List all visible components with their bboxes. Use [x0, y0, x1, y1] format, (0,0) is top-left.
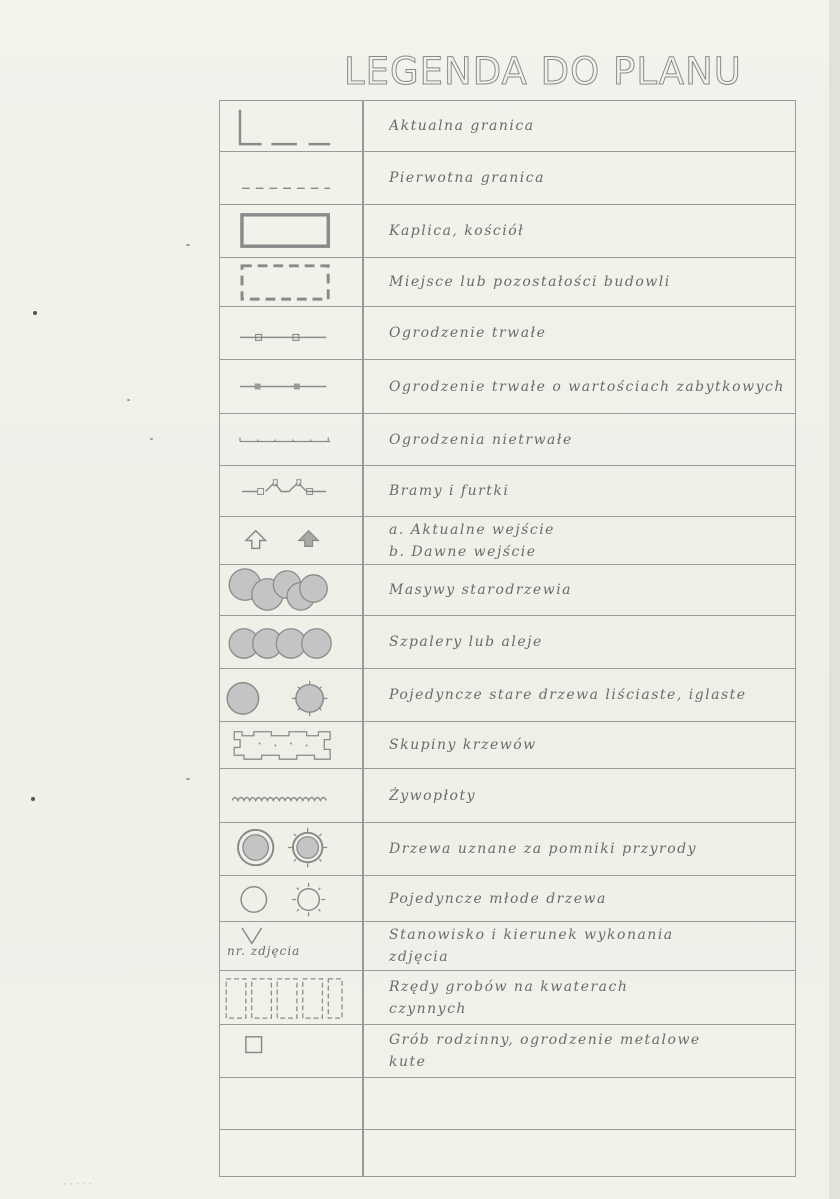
- photo-number-label: nr. zdjęcia: [227, 944, 301, 958]
- legend-row: [219, 971, 796, 1025]
- aktualna-granica-icon: [219, 100, 362, 151]
- legend-row: [219, 414, 796, 466]
- legend-description: Masywy starodrzewia: [389, 582, 573, 598]
- legend-description: Bramy i furtki: [389, 483, 510, 499]
- speck-2: [31, 797, 35, 801]
- grob-rodzinny-icon: [219, 1025, 362, 1077]
- legend-row: [219, 466, 796, 517]
- legend-description: Żywopłoty: [389, 787, 477, 804]
- legend-row: [219, 205, 796, 258]
- legend-description: Ogrodzenie trwałe: [389, 325, 547, 341]
- legend-row: [219, 722, 796, 769]
- stanowisko-zdjecia-icon: [219, 922, 362, 970]
- bramy-furtki-icon: [219, 466, 362, 516]
- legend-description: a. Aktualne wejście b. Dawne wejście: [389, 521, 555, 560]
- kaplica-icon: [219, 205, 362, 257]
- speck-4: [186, 778, 190, 780]
- pozostalosci-budowli-icon: [219, 258, 362, 306]
- legend-row: [219, 769, 796, 823]
- legend-row: [219, 307, 796, 360]
- speck-5: [127, 399, 130, 401]
- legend-description: Pojedyncze młode drzewa: [389, 890, 607, 907]
- pierwotna-granica-icon: [219, 152, 362, 204]
- legend-row: [219, 517, 796, 565]
- legend-row: [219, 876, 796, 922]
- legend-description: Kaplica, kościół: [389, 223, 525, 239]
- rzedy-grobow-icon: [219, 971, 362, 1024]
- legend-description: Rzędy grobów na kwaterach czynnych: [389, 978, 629, 1017]
- zywoploty-icon: [219, 769, 362, 822]
- legend-description: Ogrodzenia nietrwałe: [389, 431, 573, 448]
- mlode-drzewa-icon: [219, 876, 362, 921]
- legend-row: [219, 669, 796, 722]
- ogrodzenie-nietrwale-icon: [219, 414, 362, 465]
- legend-row: [219, 616, 796, 669]
- legend-title: LEGENDA DO PLANU: [344, 50, 742, 93]
- legend-row: [219, 152, 796, 205]
- legend-row-empty: [219, 1130, 796, 1177]
- pojedyncze-stare-drzewa-icon: [219, 669, 362, 721]
- legend-description: Grób rodzinny, ogrodzenie metalowe kute: [389, 1032, 701, 1070]
- legend-description: Stanowisko i kierunek wykonania zdjęcia: [389, 927, 674, 965]
- legend-row: [219, 1025, 796, 1078]
- wejscie-arrows-icon: [219, 517, 362, 564]
- legend-description: Pojedyncze stare drzewa liściaste, iglaste: [389, 687, 747, 703]
- skupiny-krzewow-icon: [219, 722, 362, 768]
- legend-row: [219, 922, 796, 971]
- speck-3: [186, 244, 190, 246]
- masywy-icon: [219, 565, 362, 615]
- pomniki-przyrody-icon: [219, 823, 362, 875]
- legend-row: [219, 100, 796, 152]
- legend-description: Ogrodzenie trwałe o wartościach zabytkowych: [389, 378, 785, 395]
- legend-row: [219, 258, 796, 307]
- legend-description: Szpalery lub aleje: [389, 634, 543, 650]
- speck-1: [33, 311, 37, 315]
- paper-edge: [829, 0, 840, 1199]
- szpalery-icon: [219, 616, 362, 668]
- legend-description: Miejsce lub pozostałości budowli: [389, 274, 671, 290]
- legend-row: [219, 360, 796, 414]
- legend-description: Pierwotna granica: [389, 170, 545, 186]
- legend-description: Drzewa uznane za pomniki przyrody: [389, 841, 698, 857]
- legend-row: [219, 565, 796, 616]
- ogrodzenie-trwale-icon: [219, 307, 362, 359]
- legend-description: Skupiny krzewów: [389, 737, 537, 753]
- speck-6: [150, 438, 153, 440]
- legend-row-empty: [219, 1078, 796, 1130]
- ogrodzenie-zabytkowe-icon: [219, 360, 362, 413]
- legend-description: Aktualna granica: [389, 117, 535, 134]
- legend-row: [219, 823, 796, 876]
- faded-stamp: ·····: [62, 1180, 95, 1190]
